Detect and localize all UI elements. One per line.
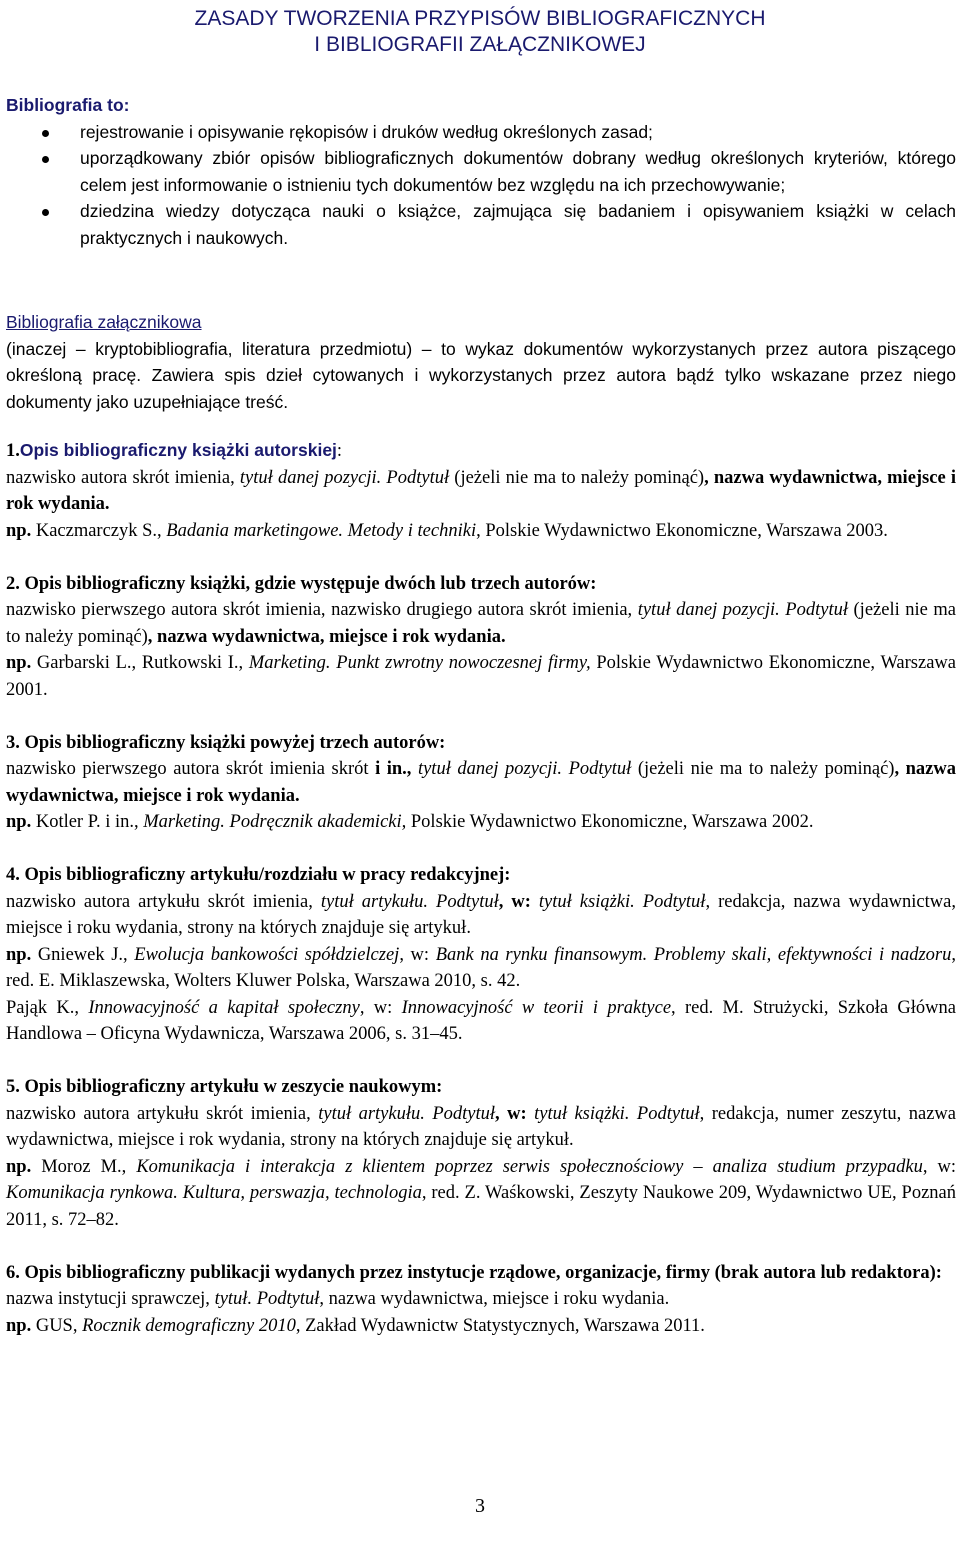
list-item-text: uporządkowany zbiór opisów bibliograficznych dokumentów dobrany według określonych kryteriów, którego celem jest informowanie o istnieniu tych dokumentów bez względu na ich przechowywanie; [80, 148, 956, 195]
example-part: Komunikacja rynkowa. Kultura, perswazja, technologia [6, 1183, 422, 1203]
rule-example [6, 809, 956, 836]
rule-part: , redakcja, numer zeszytu, nazwa wydawnictwa, miejsce i rok wydania, strony na których znajduje się artykuł. [6, 1103, 956, 1150]
example-part: Ewolucja bankowości spółdzielczej [134, 944, 400, 965]
rule-part: , w: [498, 891, 531, 912]
rule-part: , nazwa wydawnictwa, miejsce i roku wydania. [319, 1289, 670, 1309]
rule-block-3 [6, 730, 956, 836]
rules-list [6, 437, 956, 1366]
list-item [6, 198, 956, 251]
example-part: , w: [399, 944, 436, 965]
list-item [6, 119, 956, 146]
rule-part: , nazwa wydawnictwa, miejsce i rok wydania. [6, 467, 956, 514]
rule-part: nazwisko autora skrót imienia, [6, 467, 235, 488]
example-label: np. [6, 520, 32, 541]
rule-part: nazwisko autora artykułu skrót imienia, [6, 891, 313, 912]
rule-part: tytuł danej pozycji. [632, 600, 780, 620]
rule-pattern [6, 756, 956, 809]
rule-part: i in., [375, 759, 412, 779]
example-part: Polskie Wydawnictwo Ekonomiczne, Warszawa 2001. [6, 653, 956, 700]
example-part: Kaczmarczyk S., [31, 520, 167, 541]
attachment-text-2: Zawiera spis dzieł cytowanych i wykorzystanych przez autora bądź tylko wskazane przez niego dokumenty jako uzupełniające treść. [6, 365, 956, 412]
example-part: Gniewek J., [31, 944, 135, 965]
rule-heading: 3. Opis bibliograficzny książki powyżej trzech autorów: [6, 732, 446, 753]
example-part: , Polskie Wydawnictwo Ekonomiczne, Warszawa 2003. [476, 520, 888, 541]
rule-number: 1. [6, 441, 20, 461]
rule-pattern [6, 597, 956, 650]
rule-heading: 6. Opis bibliograficzny publikacji wydanych przez instytucje rządowe, organizacje, firmy (brak autora lub redaktora): [6, 1262, 942, 1283]
rule-part: (jeżeli nie ma to należy pominąć) [631, 759, 895, 779]
rule-part: tytuł książki. [530, 891, 635, 912]
rule-example [6, 1154, 956, 1234]
title-line-1: ZASADY TWORZENIA PRZYPISÓW BIBLIOGRAFICZNYCH [194, 7, 766, 30]
page-number: 3 [475, 1495, 485, 1517]
example-part: Marketing. Punkt zwrotny nowoczesnej firmy, [248, 653, 591, 673]
example-part: , Zakład Wydawnictw Statystycznych, Warszawa 2011. [295, 1315, 705, 1336]
rule-example [6, 518, 956, 545]
list-item-text: rejestrowanie i opisywanie rękopisów i druków według określonych zasad; [80, 121, 653, 142]
example-label: np. [6, 944, 32, 965]
rule-block-6 [6, 1260, 956, 1340]
rule-heading-colon: : [336, 441, 343, 461]
example-part: Innowacyjność a kapitał społeczny [88, 997, 360, 1018]
rule-pattern [6, 889, 956, 942]
list-item [6, 145, 956, 198]
example-label: np. [6, 1156, 32, 1177]
attachment-text [6, 336, 956, 416]
rule-block-1 [6, 437, 956, 544]
rule-heading: 2. Opis bibliograficzny książki, gdzie występuje dwóch lub trzech autorów: [6, 573, 597, 594]
example-part: Marketing. Podręcznik akademicki, [143, 812, 407, 832]
bullet-icon [42, 156, 49, 163]
rule-part: nazwisko pierwszego autora skrót imienia skrót [6, 759, 376, 779]
attachment-section [6, 309, 956, 415]
rule-part: Podtytuł [562, 759, 632, 779]
rule-part: tytuł. [209, 1289, 253, 1309]
example-part: Komunikacja i interakcja z klientem poprzez serwis społecznościowy – analiza studium przypadku [136, 1156, 923, 1177]
rule-block-5 [6, 1074, 956, 1233]
example-part: Moroz M., [31, 1156, 137, 1177]
rule-part: nazwisko pierwszego autora skrót imienia, [6, 600, 326, 620]
rule-example [6, 650, 956, 703]
rule-part: Podtytuł [779, 600, 848, 620]
rule-pattern [6, 1286, 956, 1313]
rule-heading: 5. Opis bibliograficzny artykułu w zeszycie naukowym: [6, 1077, 443, 1097]
example-label: np. [6, 653, 32, 673]
definition-list [6, 119, 956, 252]
example-part: Badania marketingowe. Metody i techniki [166, 520, 477, 541]
rule-part: Podtytuł [634, 891, 706, 912]
example-part: Innowacyjność w teorii i praktyce [401, 997, 672, 1018]
example-part: Bank na rynku finansowym. Problemy skali, efektywności i nadzoru [435, 944, 952, 965]
example-part: Garbarski L., Rutkowski I., [31, 653, 249, 673]
list-item-text: dziedzina wiedzy dotycząca nauki o książce, zajmująca się badaniem i opisywaniem książki w celach praktycznych i naukowych. [80, 201, 956, 248]
rule-part: , redakcja, nazwa wydawnictwa, miejsce i roku wydania, strony na których znajduje się artykuł. [6, 891, 956, 938]
example-label: np. [6, 812, 32, 832]
page-title [0, 6, 960, 58]
rule-part: (jeżeli nie ma to należy pominąć) [6, 600, 956, 647]
rule-part: , nazwa wydawnictwa, miejsce i rok wydania. [6, 759, 956, 806]
definition-section [6, 92, 956, 251]
rule-part: tytuł artykułu. [310, 1103, 425, 1124]
rule-block-4 [6, 862, 956, 1048]
rule-pattern [6, 465, 956, 518]
example-part: , red. E. Miklaszewska, Wolters Kluwer Polska, Warszawa 2010, s. 42. [6, 944, 957, 991]
rule-part: , nazwa wydawnictwa, miejsce i rok wydania. [147, 626, 506, 647]
rule-example [6, 1313, 956, 1340]
rule-heading [6, 437, 956, 465]
rule-part: Podtytuł [428, 891, 499, 912]
rule-pattern [6, 1101, 956, 1154]
attachment-text-1: (inaczej – kryptobibliografia, literatura przedmiotu) – to wykaz dokumentów wykorzystanych przez autora piszącego określoną pracę. [6, 338, 956, 385]
bullet-icon [42, 130, 49, 137]
example-part: , w: [922, 1156, 956, 1177]
rule-part: , w: [495, 1103, 527, 1124]
bullet-icon [42, 209, 49, 216]
rule-part: nazwisko autora artykułu skrót imienia, [6, 1103, 311, 1124]
example-part: Kotler P. i in., [31, 812, 144, 832]
rule-part: (jeżeli nie ma to należy pominąć) [449, 467, 705, 488]
example-part: , w: [359, 997, 402, 1018]
rule-part: Podtytuł [629, 1103, 700, 1124]
rule-part: Podtytuł [252, 1289, 320, 1309]
rule-part: nazwisko drugiego autora skrót imienia, [325, 600, 633, 620]
rule-part: tytuł książki. [526, 1103, 630, 1124]
example-label: np. [6, 1315, 32, 1336]
rule-example [6, 942, 956, 995]
rule-heading-text: Opis bibliograficzny książki autorskiej [19, 440, 337, 460]
rule-example [6, 995, 956, 1048]
rule-part: Podtytuł [424, 1103, 496, 1124]
example-part: , red. M. Strużycki, Szkoła Główna Handlowa – Oficyna Wydawnicza, Warszawa 2006, s. 31–45. [6, 997, 956, 1044]
rule-part: tytuł danej pozycji. [411, 759, 563, 779]
example-part: Rocznik demograficzny 2010 [82, 1315, 296, 1336]
rule-part: Podtytuł [381, 467, 450, 488]
example-part: GUS, [31, 1315, 83, 1336]
rule-block-2 [6, 571, 956, 704]
example-part: , red. Z. Waśkowski, Zeszyty Naukowe 209, Wydawnictwo UE, Poznań 2011, s. 72–82. [6, 1183, 956, 1230]
rule-part: nazwa instytucji sprawczej, [6, 1289, 210, 1309]
definition-heading: Bibliografia to: [6, 95, 130, 115]
rule-part: tytuł artykułu. [312, 891, 429, 912]
example-part: Polskie Wydawnictwo Ekonomiczne, Warszawa 2002. [406, 812, 814, 832]
attachment-heading: Bibliografia załącznikowa [6, 312, 202, 332]
rule-part: tytuł danej pozycji. [234, 467, 382, 488]
example-part: Pająk K., [6, 997, 89, 1018]
title-line-2: I BIBLIOGRAFII ZAŁĄCZNIKOWEJ [314, 33, 646, 56]
rule-heading: 4. Opis bibliograficzny artykułu/rozdziału w pracy redakcyjnej: [6, 865, 511, 885]
